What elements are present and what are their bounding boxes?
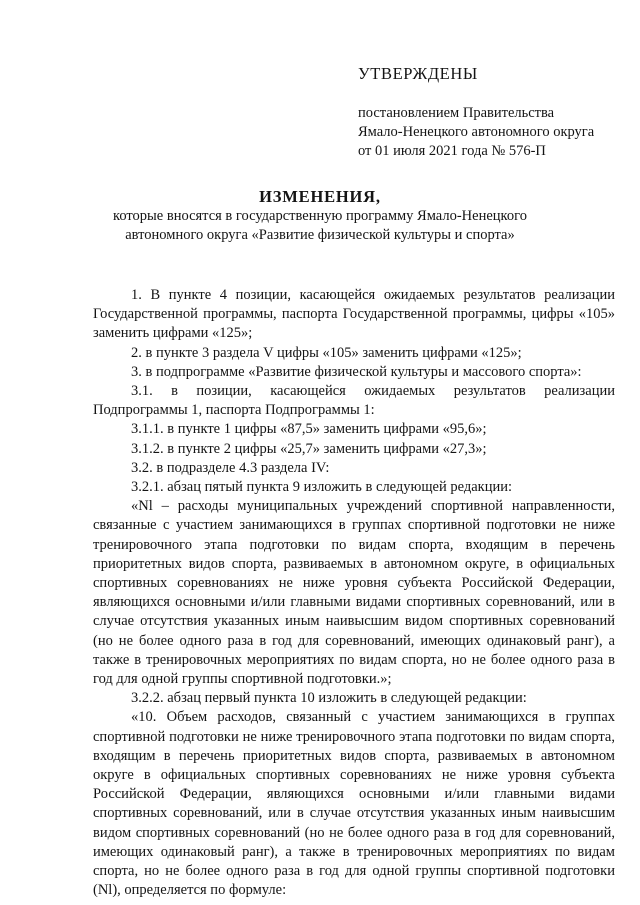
document-heading	[90, 186, 550, 245]
paragraph-3-2: 3.2. в подразделе 4.3 раздела IV:	[131, 459, 330, 476]
approval-line-1: постановлением Правительства	[358, 105, 555, 121]
approval-line-2: Ямало-Ненецкого автономного округа	[358, 124, 595, 140]
paragraph-3-1-2: 3.1.2. в пункте 2 цифры «25,7» заменить цифрами «27,3»;	[131, 440, 487, 457]
paragraph-nl-definition: «Nl – расходы муниципальных учреждений спортивной направленности, связанные с участием занимающихся в группах спортивной подготовки не ниже тренировочного этапа подготовки по видам спорта, входящим в перечень приоритетных видов спорта, развиваемых в автономном округе, в официальных спортивных соревнованиях не ниже уровня субъекта Российской Федерации, являющихся основными и/или главными видами спортивных соревнований, или в случае отсутствия указанных иным наивысшим видом спортивных соревнований (но не более одного раза в год для соревнований, имеющих одинаковый ранг), а также в тренировочных мероприятиях по видам спорта, но не более одного раза в год для одной группы спортивной подготовки.»;	[93, 498, 615, 688]
paragraph-2: 2. в пункте 3 раздела V цифры «105» заменить цифрами «125»;	[131, 344, 522, 361]
document-subtitle-line-1: которые вносятся в государственную программу Ямало-Ненецкого	[113, 208, 527, 224]
paragraph-3-2-1: 3.2.1. абзац пятый пункта 9 изложить в следующей редакции:	[131, 479, 513, 496]
approval-block	[358, 64, 618, 161]
paragraph-3-2-2: 3.2.2. абзац первый пункта 10 изложить в следующей редакции:	[131, 690, 527, 707]
document-title: ИЗМЕНЕНИЯ,	[259, 187, 381, 206]
paragraph-3-1: 3.1. в позиции, касающейся ожидаемых результатов реализации Подпрограммы 1, паспорта Подпрограммы 1:	[93, 383, 615, 419]
document-subtitle-line-2: автономного округа «Развитие физической культуры и спорта»	[125, 227, 515, 243]
paragraph-3-1-1: 3.1.1. в пункте 1 цифры «87,5» заменить цифрами «95,6»;	[131, 421, 487, 438]
approval-line-3: от 01 июля 2021 года № 576-П	[358, 143, 546, 159]
approved-stamp-text: УТВЕРЖДЕНЫ	[358, 64, 478, 83]
paragraph-1: 1. В пункте 4 позиции, касающейся ожидаемых результатов реализации Государственной программы, паспорта Государственной программы, цифры «105» заменить цифрами «125»;	[93, 287, 615, 342]
paragraph-3: 3. в подпрограмме «Развитие физической культуры и массового спорта»:	[131, 363, 582, 380]
paragraph-10-text: «10. Объем расходов, связанный с участием занимающихся в группах спортивной подготовки не ниже тренировочного этапа подготовки по видам спорта, входящим в перечень приоритетных видов спорта, развиваемых в автономном округе в официальных спортивных соревнованиях не ниже уровня субъекта Российской Федерации, являющихся основными и/или главными видами спортивных соревнований, или в случае отсутствия указанных иным наивысшим видом спортивных соревнований (но не более одного раза в год для соревнований, имеющих одинаковый ранг), а также в тренировочных мероприятиях по видам спорта, но не более одного раза в год для одной группы спортивной подготовки (Nl), определяется по формуле:	[93, 709, 615, 899]
document-body	[93, 286, 615, 901]
